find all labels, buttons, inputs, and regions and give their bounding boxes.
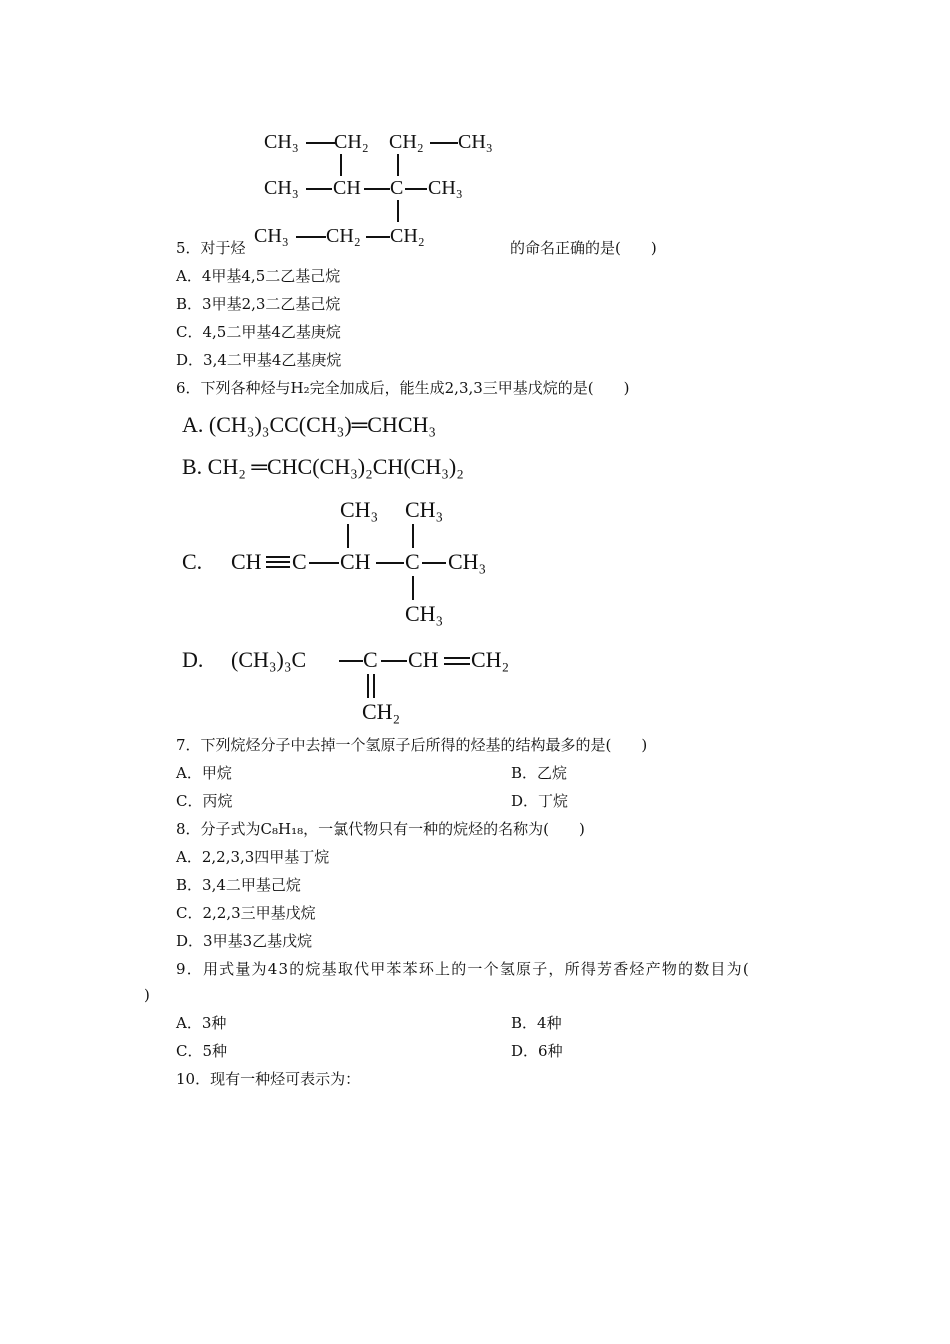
q7-option-a: A．甲烷 — [176, 764, 232, 782]
bond — [296, 236, 326, 238]
q10-stem: 10．现有一种烃可表示为： — [176, 1070, 361, 1088]
q5-r2b: CH — [333, 177, 361, 199]
q7-option-d: D．丁烷 — [511, 792, 569, 810]
q8-option-d: D．3甲基3乙基戊烷 — [176, 932, 313, 950]
q8-stem: 8．分子式为C₈H₁₈，一氯代物只有一种的烷烃的名称为( ) — [176, 820, 585, 838]
q5-r3a: CH₃ — [254, 225, 289, 247]
q5-option-c: C．4,5二甲基4乙基庚烷 — [176, 323, 341, 341]
bond — [366, 236, 390, 238]
double-bond — [444, 663, 470, 665]
q6c-ch3-top1: CH₃ — [340, 497, 379, 522]
q8-option-a: A．2,2,3,3四甲基丁烷 — [176, 848, 330, 866]
bond — [306, 142, 336, 144]
double-bond — [444, 657, 470, 659]
bond — [376, 562, 404, 564]
q6c-ch3-top2: CH₃ — [405, 497, 444, 522]
bond — [422, 562, 446, 564]
triple-bond — [266, 556, 290, 558]
bond — [364, 188, 390, 190]
bond — [340, 154, 342, 176]
q7-option-c: C．丙烷 — [176, 792, 233, 810]
q6c-label: C. — [182, 549, 203, 574]
q6c-ch2: CH — [340, 549, 371, 574]
q5-r2c: C — [390, 177, 404, 199]
q5-option-d: D．3,4二甲基4乙基庚烷 — [176, 351, 342, 369]
q6d-c: C — [363, 647, 378, 672]
q6c-ch3-right: CH₃ — [448, 549, 487, 574]
q9-option-b: B．4种 — [511, 1014, 562, 1032]
q6-stem: 6．下列各种烃与H₂完全加成后，能生成2,3,3三甲基戊烷的是( ) — [176, 379, 630, 397]
q6d-left: (CH₃)₃C — [231, 647, 307, 672]
triple-bond — [266, 566, 290, 568]
q5-suffix: 的命名正确的是( ) — [510, 239, 657, 257]
q9-stem-tail: ) — [144, 986, 150, 1004]
bond — [412, 524, 414, 548]
bond — [430, 142, 458, 144]
q8-option-b: B．3,4二甲基己烷 — [176, 876, 301, 894]
q5-r3c: CH₂ — [390, 225, 425, 247]
q5-r1d: CH₃ — [458, 131, 493, 153]
bond — [347, 524, 349, 548]
q6d-ch: CH — [408, 647, 439, 672]
q9-option-c: C．5种 — [176, 1042, 228, 1060]
q5-r1c: CH₂ — [389, 131, 424, 153]
bond — [306, 188, 332, 190]
q9-stem: 9．用式量为43的烷基取代甲苯苯环上的一个氢原子，所得芳香烃产物的数目为( — [176, 960, 750, 978]
q5-r1b: CH₂ — [334, 131, 369, 153]
q5-r1a: CH₃ — [264, 131, 299, 153]
q7-option-b: B．乙烷 — [511, 764, 568, 782]
bond — [397, 200, 399, 222]
q9-option-d: D．6种 — [511, 1042, 563, 1060]
q6c-c3: C — [405, 549, 420, 574]
q6c-ch: CH — [231, 549, 262, 574]
q6c-c: C — [292, 549, 307, 574]
bond — [397, 154, 399, 176]
q5-r3b: CH₂ — [326, 225, 361, 247]
q5-option-b: B．3甲基2,3二乙基己烷 — [176, 295, 341, 313]
q5-option-a: A．4甲基4,5二乙基己烷 — [176, 267, 341, 285]
q6c-ch3-bottom: CH₃ — [405, 601, 444, 626]
q8-option-c: C．2,2,3三甲基戊烷 — [176, 904, 316, 922]
bond — [412, 576, 414, 600]
q7-stem: 7．下列烷烃分子中去掉一个氢原子后所得的烃基的结构最多的是( ) — [176, 736, 648, 754]
bond — [309, 562, 339, 564]
q5-r2a: CH₃ — [264, 177, 299, 199]
triple-bond — [266, 561, 290, 563]
double-bond — [373, 674, 375, 698]
q6d-ch2-bottom: CH₂ — [362, 699, 401, 724]
q6d-ch2-right: CH₂ — [471, 647, 510, 672]
double-bond — [367, 674, 369, 698]
q5-r2d: CH₃ — [428, 177, 463, 199]
bond — [405, 188, 427, 190]
q5-prefix: 5．对于烃 — [176, 239, 246, 257]
bond — [381, 660, 407, 662]
q9-option-a: A．3种 — [176, 1014, 227, 1032]
q6-option-a: A. (CH₃)₃CC(CH₃)═CHCH₃ — [182, 412, 437, 437]
q6-option-b: B. CH₂ ═CHC(CH₃)₂CH(CH₃)₂ — [182, 454, 464, 479]
q6d-label: D. — [182, 647, 204, 672]
bond — [339, 660, 363, 662]
